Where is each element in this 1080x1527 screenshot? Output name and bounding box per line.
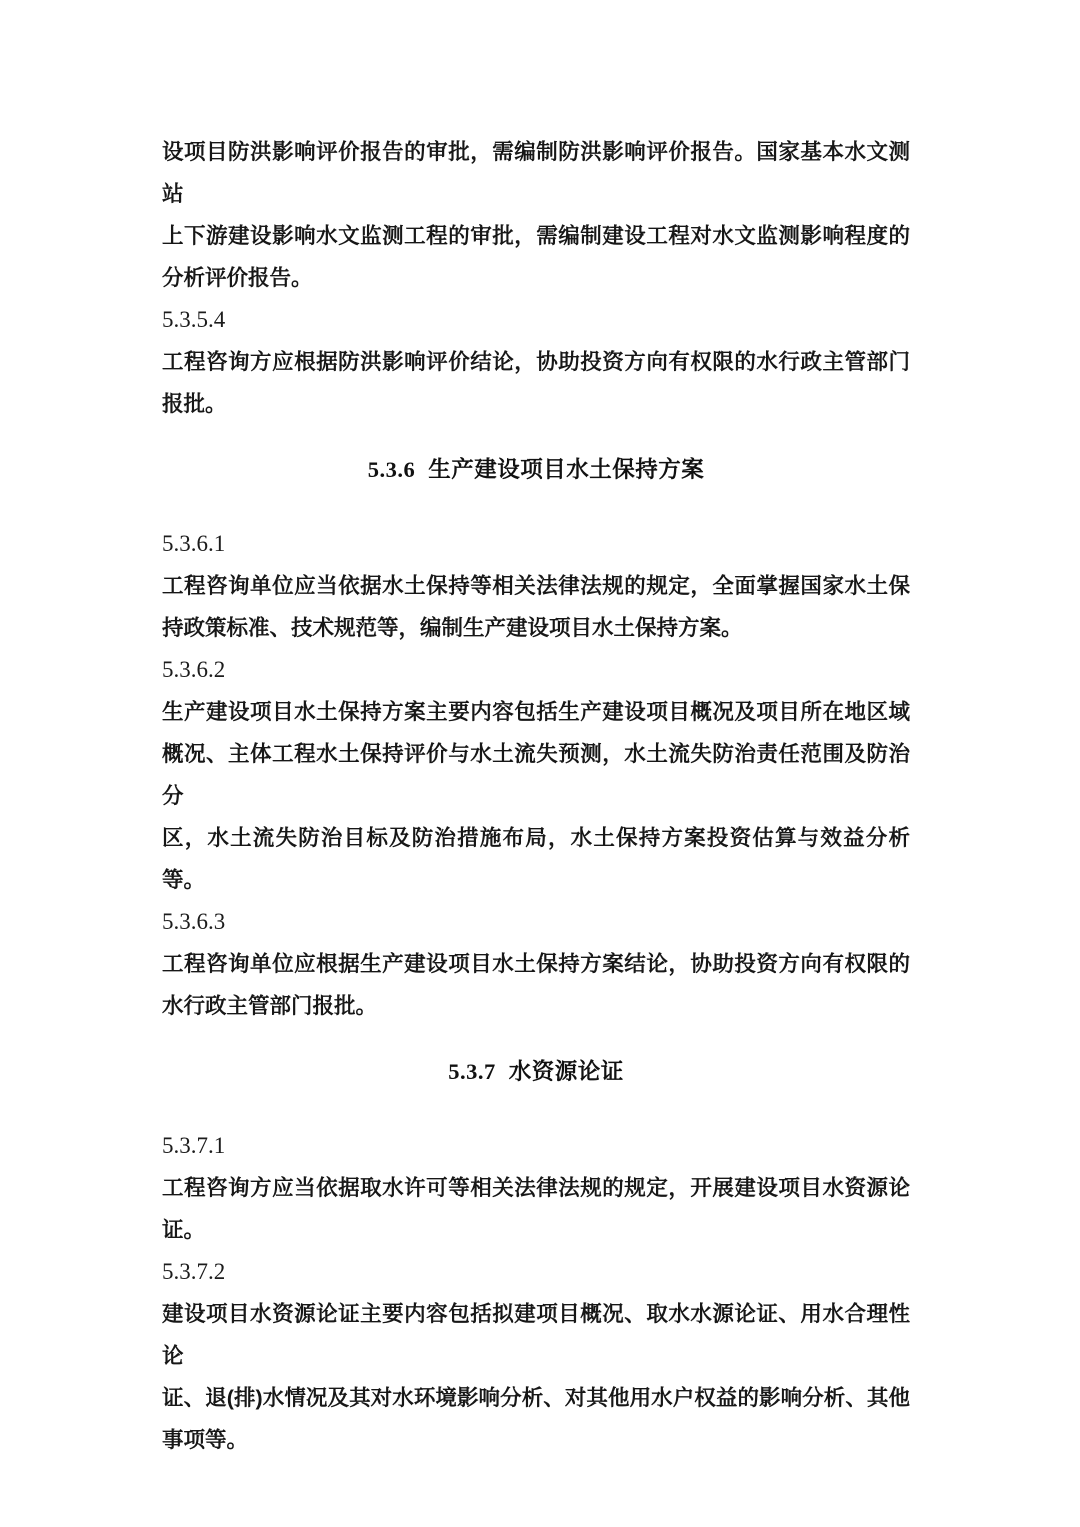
clause-number: 5.3.6.1 <box>162 531 226 556</box>
paragraph-line: 工程咨询方应当依据取水许可等相关法律法规的规定，开展建设项目水资源论 <box>162 1176 910 1200</box>
section-heading <box>162 449 910 491</box>
clause-number: 5.3.6.2 <box>162 657 226 682</box>
section-heading <box>162 1051 910 1093</box>
paragraph-line: 区，水土流失防治目标及防治措施布局，水土保持方案投资估算与效益分析等。 <box>162 826 910 892</box>
clause-number: 5.3.7.2 <box>162 1259 226 1284</box>
paragraph-line: 报批。 <box>162 392 227 416</box>
paragraph-line: 上下游建设影响水文监测工程的审批，需编制建设工程对水文监测影响程度的 <box>162 224 910 248</box>
paragraph-line: 工程咨询单位应根据生产建设项目水土保持方案结论，协助投资方向有权限的 <box>162 952 910 976</box>
paragraph-line: 工程咨询方应根据防洪影响评价结论，协助投资方向有权限的水行政主管部门 <box>162 350 910 374</box>
paragraph-line: 建设项目水资源论证主要内容包括拟建项目概况、取水水源论证、用水合理性论 <box>162 1302 910 1368</box>
paragraph <box>162 341 910 425</box>
section-number: 5.3.6 <box>367 457 416 482</box>
paragraph <box>162 565 910 649</box>
section-number: 5.3.7 <box>448 1059 496 1084</box>
paragraph-line: 持政策标准、技术规范等，编制生产建设项目水土保持方案。 <box>162 616 743 640</box>
paragraph-line: 水行政主管部门报批。 <box>162 994 378 1018</box>
document-content <box>162 131 910 1461</box>
section-title: 水资源论证 <box>508 1059 624 1084</box>
paragraph-line: 概况、主体工程水土保持评价与水土流失预测，水土流失防治责任范围及防治分 <box>162 742 910 808</box>
paragraph-line: 事项等。 <box>162 1428 249 1452</box>
paragraph <box>162 943 910 1027</box>
section-title: 生产建设项目水土保持方案 <box>428 457 705 482</box>
paragraph <box>162 1293 910 1461</box>
paragraph-line: 生产建设项目水土保持方案主要内容包括生产建设项目概况及项目所在地区域 <box>162 700 910 724</box>
paragraph-line: 分析评价报告。 <box>162 266 313 290</box>
paragraph-line: 证、退(排)水情况及其对水环境影响分析、对其他用水户权益的影响分析、其他 <box>162 1386 910 1410</box>
paragraph <box>162 1167 910 1251</box>
clause-number: 5.3.7.1 <box>162 1133 226 1158</box>
paragraph-line: 证。 <box>162 1218 206 1242</box>
clause-number: 5.3.5.4 <box>162 307 226 332</box>
clause-number: 5.3.6.3 <box>162 909 226 934</box>
paragraph-line: 工程咨询单位应当依据水土保持等相关法律法规的规定，全面掌握国家水土保 <box>162 574 910 598</box>
paragraph <box>162 131 910 299</box>
paragraph-line: 设项目防洪影响评价报告的审批，需编制防洪影响评价报告。国家基本水文测站 <box>162 140 910 206</box>
paragraph <box>162 691 910 901</box>
